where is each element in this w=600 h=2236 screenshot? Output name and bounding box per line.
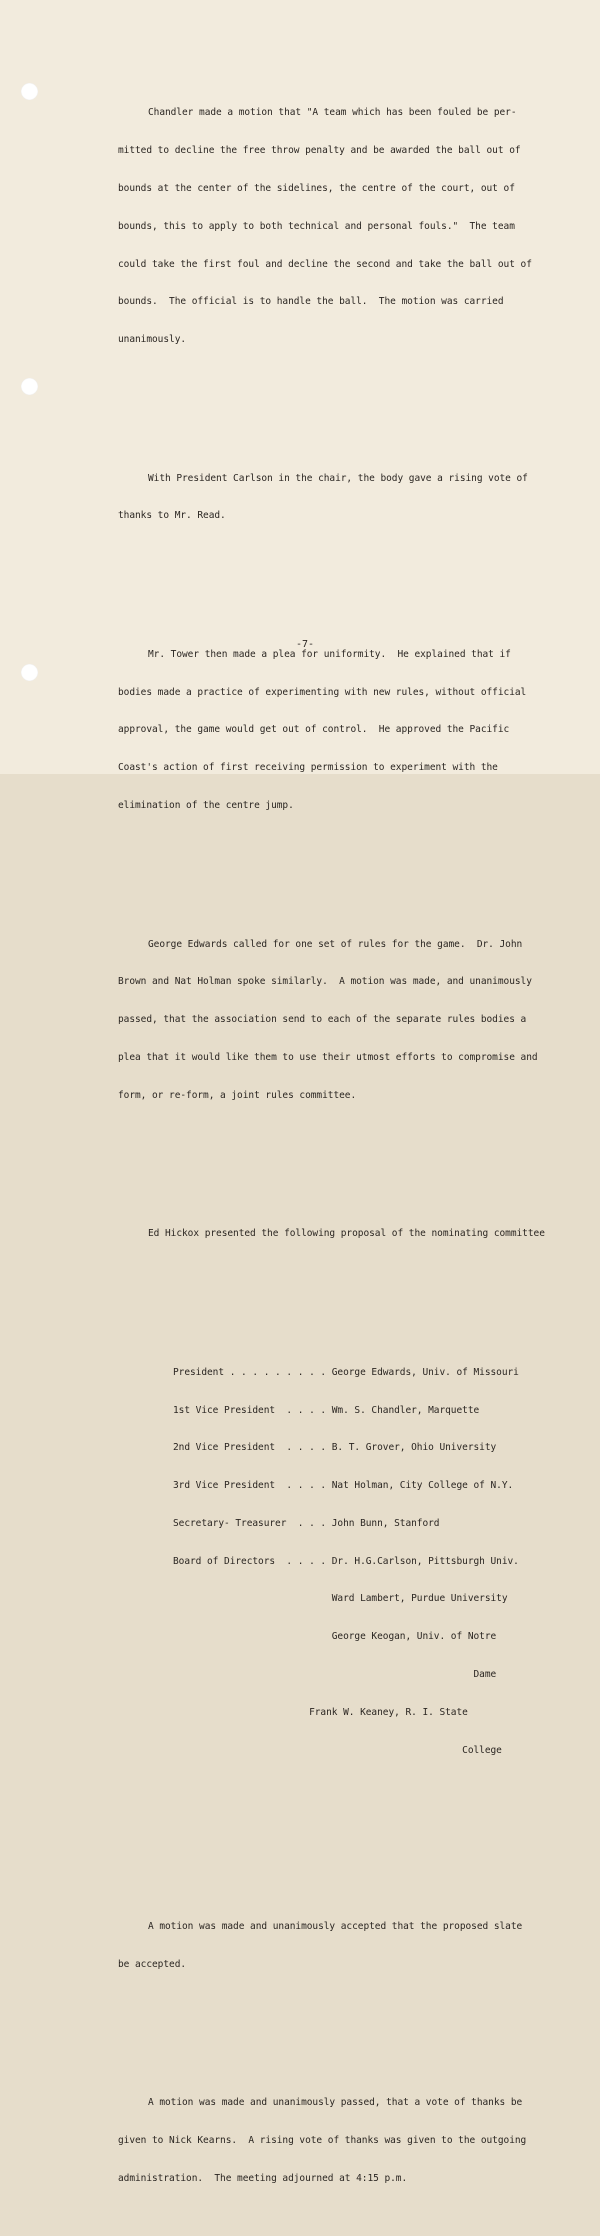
document-body <box>118 57 588 2236</box>
text-line: Coast's action of first receiving permission to experiment with the <box>118 762 498 774</box>
text-line: Ed Hickox presented the following proposal of the nominating committee <box>148 1228 545 1240</box>
slate-row: 3rd Vice President . . . . Nat Holman, City College of N.Y. <box>173 1480 514 1492</box>
slate-row: College <box>173 1744 502 1756</box>
text-line: thanks to Mr. Read. <box>118 510 226 522</box>
text-line: form, or re-form, a joint rules committee. <box>118 1089 357 1101</box>
slate-row: Dame <box>173 1669 497 1680</box>
slate-row: 2nd Vice President . . . . B. T. Grover, Ohio University <box>173 1442 497 1454</box>
text-line: could take the first foul and decline the second and take the ball out of <box>118 258 532 270</box>
slate-row: 1st Vice President . . . . Wm. S. Chandler, Marquette <box>173 1404 480 1416</box>
slate-row: Frank W. Keaney, R. I. State <box>173 1706 468 1718</box>
text-line: A motion was made and unanimously passed, that a vote of thanks be <box>148 2097 523 2109</box>
slate-row: Ward Lambert, Purdue University <box>173 1593 508 1605</box>
text-line: With President Carlson in the chair, the body gave a rising vote of <box>148 472 528 484</box>
paragraph-tower-plea <box>118 624 588 838</box>
text-line: Mr. Tower then made a plea for uniformity. He explained that if <box>148 648 511 660</box>
text-line: be accepted. <box>118 1958 187 1970</box>
text-line: administration. The meeting adjourned at 4:15 p.m. <box>118 2172 408 2184</box>
text-line: passed, that the association send to each of the separate rules bodies a <box>118 1014 527 1026</box>
slate-row: Board of Directors . . . . Dr. H.G.Carlson, Pittsburgh Univ. <box>173 1555 519 1567</box>
text-line: Brown and Nat Holman spoke similarly. A motion was made, and unanimously <box>118 976 532 988</box>
slate-row: George Keogan, Univ. of Notre <box>173 1631 497 1643</box>
paragraph-edwards-rules <box>118 913 588 1127</box>
text-line: mitted to decline the free throw penalty and be awarded the ball out of <box>118 145 521 157</box>
text-line: bounds at the center of the sidelines, the centre of the court, out of <box>118 182 515 194</box>
paragraph-slate-accepted <box>118 1896 588 1997</box>
text-line: plea that it would like them to use their utmost efforts to compromise and <box>118 1051 538 1063</box>
text-line: Chandler made a motion that "A team which has been fouled be per- <box>148 107 517 119</box>
paragraph-rising-vote-read <box>118 447 588 548</box>
text-line: bounds, this to apply to both technical and personal fouls." The team <box>118 220 515 232</box>
paragraph-nominating-committee <box>118 1203 588 1266</box>
punch-hole <box>21 664 38 681</box>
punch-hole <box>21 83 38 100</box>
text-line: elimination of the centre jump. <box>118 800 294 812</box>
paragraph-chandler-motion <box>118 82 588 372</box>
text-line: unanimously. <box>118 334 187 346</box>
text-line: bounds. The official is to handle the ball. The motion was carried <box>118 296 504 308</box>
text-line: George Edwards called for one set of rules for the game. Dr. John <box>148 938 523 950</box>
slate-row: President . . . . . . . . . George Edwards, Univ. of Missouri <box>173 1366 519 1378</box>
text-line: bodies made a practice of experimenting with new rules, without official <box>118 686 527 698</box>
text-line: A motion was made and unanimously accepted that the proposed slate <box>148 1920 523 1932</box>
text-line: approval, the game would get out of control. He approved the Pacific <box>118 724 510 736</box>
nominee-slate <box>173 1342 588 1783</box>
text-line: given to Nick Kearns. A rising vote of thanks was given to the outgoing <box>118 2134 527 2146</box>
page-number: -7- <box>296 639 315 650</box>
punch-hole <box>21 378 38 395</box>
slate-row: Secretary- Treasurer . . . John Bunn, Stanford <box>173 1517 440 1529</box>
paragraph-adjournment <box>118 2072 588 2211</box>
